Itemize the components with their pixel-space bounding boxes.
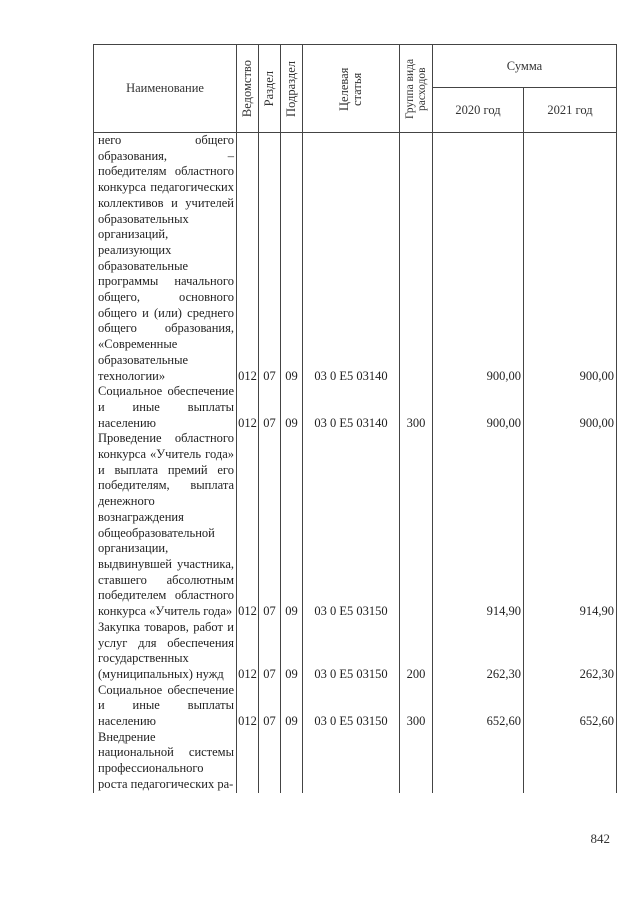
row-podrazdel: 09 [281, 620, 303, 683]
row-target-article: 03 0 E5 03150 [303, 431, 400, 619]
row-sum-2020 [433, 730, 524, 793]
header-name: Наименование [94, 45, 237, 133]
budget-table [93, 44, 617, 793]
row-ved: 012 [237, 384, 259, 431]
table-row [94, 133, 617, 385]
row-sum-2021: 262,30 [524, 620, 617, 683]
table-row [94, 730, 617, 793]
row-razdel: 07 [259, 133, 281, 385]
row-ved: 012 [237, 431, 259, 619]
row-target-article: 03 0 E5 03150 [303, 683, 400, 730]
table-row [94, 620, 617, 683]
row-ved: 012 [237, 620, 259, 683]
row-podrazdel [281, 730, 303, 793]
row-razdel: 07 [259, 683, 281, 730]
row-expense-group: 300 [400, 683, 433, 730]
row-name: Социальное обеспечение и иные выплаты населению [94, 384, 237, 431]
row-ved [237, 730, 259, 793]
page-number: 842 [590, 831, 610, 846]
row-expense-group [400, 730, 433, 793]
header-year-2020: 2020 год [433, 88, 524, 133]
row-razdel: 07 [259, 431, 281, 619]
row-sum-2020: 262,30 [433, 620, 524, 683]
row-expense-group: 200 [400, 620, 433, 683]
row-target-article: 03 0 E5 03140 [303, 384, 400, 431]
header-ved: Ведомство [237, 45, 259, 133]
row-podrazdel: 09 [281, 133, 303, 385]
row-podrazdel: 09 [281, 384, 303, 431]
row-sum-2021 [524, 730, 617, 793]
row-razdel: 07 [259, 384, 281, 431]
row-name: Закупка товаров, работ и услуг для обеспечения государственных (муниципальных) нужд [94, 620, 237, 683]
row-sum-2020: 900,00 [433, 133, 524, 385]
row-name: Внедрение национальной системы профессионального роста педагогических ра- [94, 730, 237, 793]
row-name: него общего образования, – победителям областного конкурса педагогических коллективов и учителей образовательных организаций, реализующих образовательные программы начального общего, основного общего и (или) среднего общего образования, «Современные образовательные технологии» [94, 133, 237, 385]
row-name: Социальное обеспечение и иные выплаты населению [94, 683, 237, 730]
row-target-article: 03 0 E5 03140 [303, 133, 400, 385]
table-row [94, 683, 617, 730]
row-podrazdel: 09 [281, 683, 303, 730]
row-target-article: 03 0 E5 03150 [303, 620, 400, 683]
row-sum-2020: 652,60 [433, 683, 524, 730]
row-expense-group [400, 431, 433, 619]
row-sum-2020: 900,00 [433, 384, 524, 431]
table-row [94, 384, 617, 431]
row-expense-group [400, 133, 433, 385]
row-razdel: 07 [259, 620, 281, 683]
header-razdel: Раздел [259, 45, 281, 133]
header-celevaya: Целевая статья [303, 45, 400, 133]
header-year-2021: 2021 год [524, 88, 617, 133]
header-gruppa: Группа вида расходов [400, 45, 433, 133]
row-name: Проведение областного конкурса «Учитель года» и выплата премий его победителям, выплата денежного вознаграждения общеобразовательной организации, выдвинувшей участника, ставшего абсолютным победителем областного конкурса «Учитель года» [94, 431, 237, 619]
row-sum-2021: 900,00 [524, 384, 617, 431]
header-summa: Сумма [433, 45, 617, 88]
row-ved: 012 [237, 683, 259, 730]
row-expense-group: 300 [400, 384, 433, 431]
row-sum-2021: 914,90 [524, 431, 617, 619]
header-podrazdel: Подраздел [281, 45, 303, 133]
row-podrazdel: 09 [281, 431, 303, 619]
row-sum-2020: 914,90 [433, 431, 524, 619]
row-razdel [259, 730, 281, 793]
row-ved: 012 [237, 133, 259, 385]
table-row [94, 431, 617, 619]
row-sum-2021: 652,60 [524, 683, 617, 730]
row-sum-2021: 900,00 [524, 133, 617, 385]
row-target-article [303, 730, 400, 793]
